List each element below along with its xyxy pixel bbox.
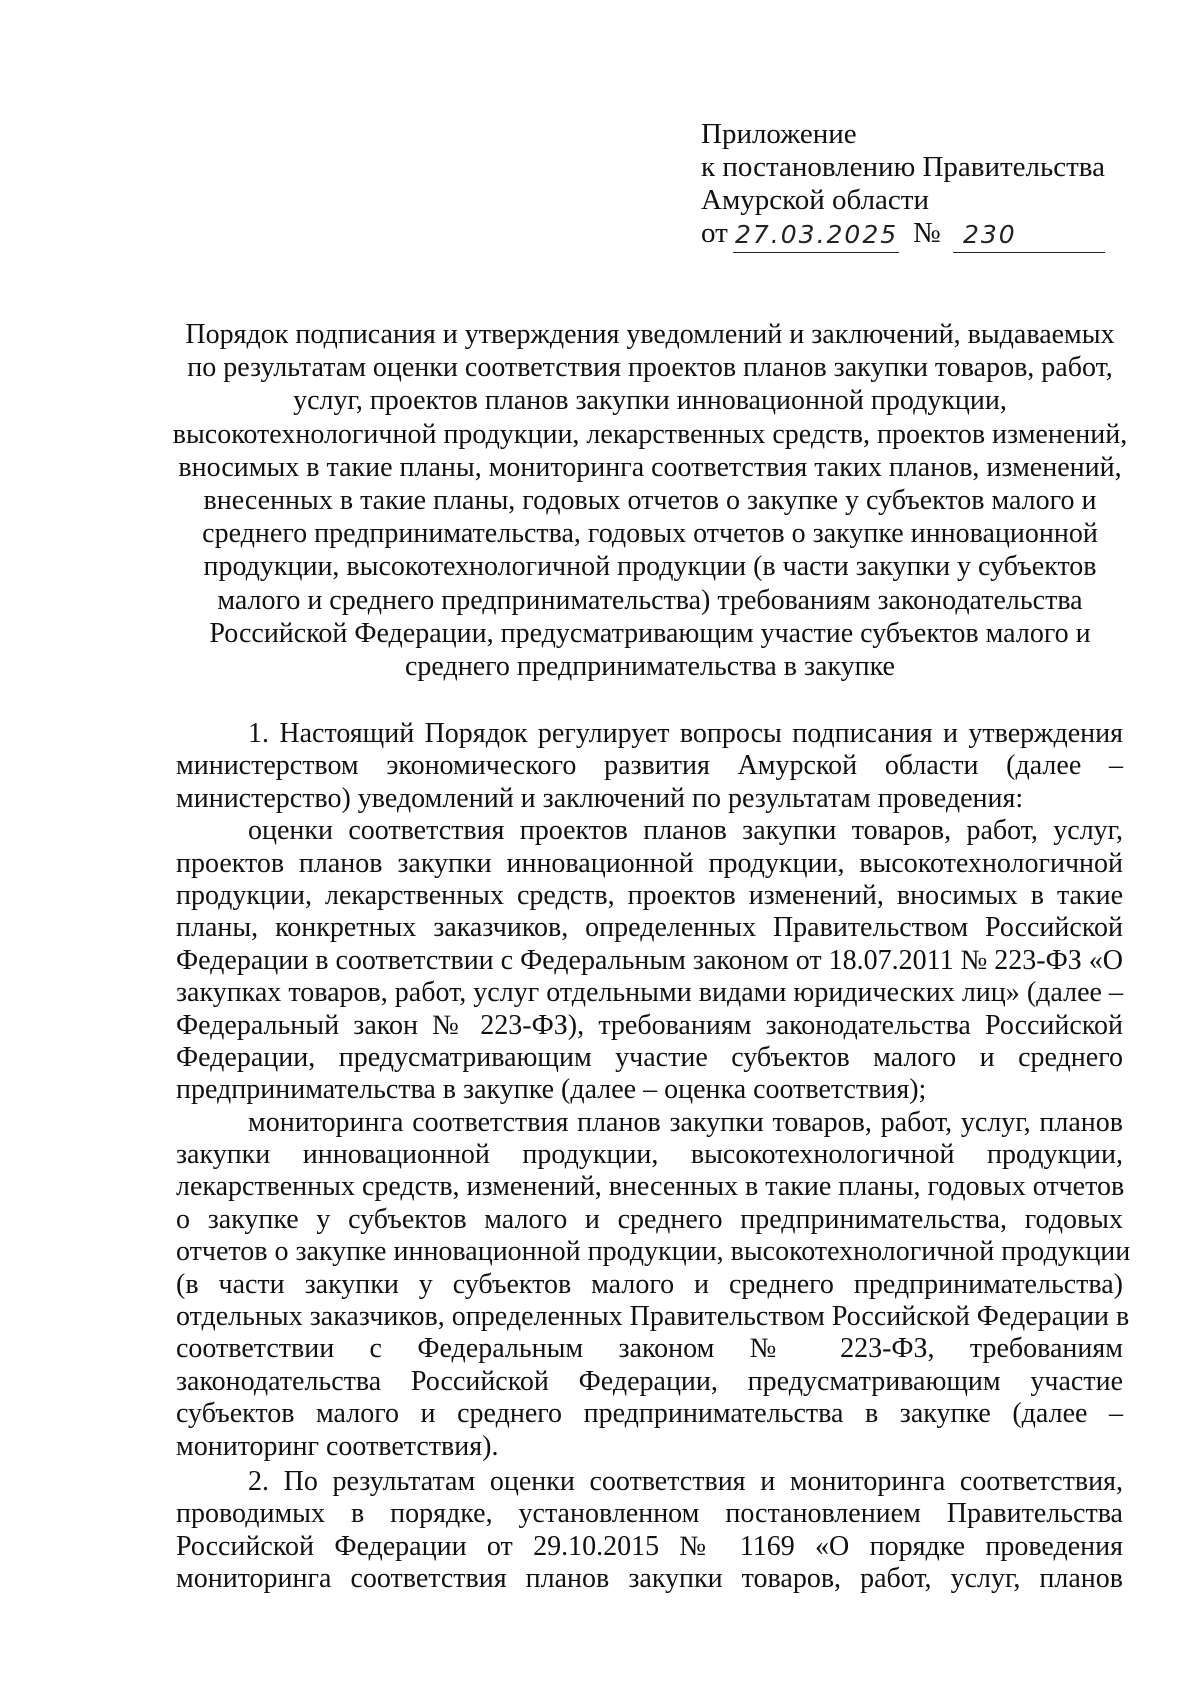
paragraph-2 — [176, 815, 1123, 1107]
date-underline — [733, 252, 899, 253]
handwritten-date: 27.03.2025 — [735, 220, 899, 249]
text-line: о закупке у субъектов малого и среднего предпринимательства, годовых — [176, 1203, 1123, 1235]
number-underline — [953, 252, 1105, 253]
text-line: отчетов о закупке инновационной продукции, высокотехнологичной продукции — [176, 1236, 1131, 1268]
text-line: министерство) уведомлений и заключений по результатам проведения: — [176, 782, 1024, 814]
text-line: закупках товаров, работ, услуг отдельными видами юридических лиц» (далее – — [176, 977, 1123, 1009]
text-line: продукции, лекарственных средств, проектов изменений, вносимых в такие — [176, 879, 1123, 911]
text-line: проектов планов закупки инновационной продукции, высокотехнологичной — [176, 847, 1123, 879]
title-line: среднего предпринимательства в закупке — [405, 651, 895, 683]
title-line: продукции, высокотехнологичной продукции (в части закупки у субъектов — [203, 551, 1097, 583]
paragraph-3 — [176, 1106, 1131, 1463]
paragraph-4 — [176, 1466, 1123, 1596]
text-line: 2. По результатам оценки соответствия и мониторинга соответствия, — [248, 1465, 1123, 1497]
handwritten-number: 230 — [963, 220, 1017, 249]
text-line: Российской Федерации от 29.10.2015 № 1169 «О порядке проведения — [176, 1530, 1123, 1562]
text-line: мониторинга соответствия планов закупки товаров, работ, услуг, планов — [248, 1106, 1123, 1138]
text-line: законодательства Российской Федерации, предусматривающим участие — [176, 1365, 1123, 1397]
document-body — [176, 718, 1131, 1596]
text-line: субъектов малого и среднего предпринимательства в закупке (далее – — [176, 1398, 1123, 1430]
attachment-header — [701, 118, 1121, 253]
text-line: проводимых в порядке, установленном постановлением Правительства — [176, 1498, 1123, 1530]
text-line: Федерации в соответствии с Федеральным законом от 18.07.2011 № 223-ФЗ «О — [176, 944, 1123, 976]
title-line: вносимых в такие планы, мониторинга соответствия таких планов, изменений, — [178, 451, 1122, 483]
number-sign: № — [913, 217, 941, 249]
attachment-region: Амурской области — [701, 184, 929, 216]
paragraph-1 — [176, 718, 1123, 815]
title-line: среднего предпринимательства, годовых отчетов о закупке инновационной — [202, 518, 1098, 550]
text-line: (в части закупки у субъектов малого и среднего предпринимательства) — [176, 1268, 1123, 1300]
text-line: Федерации, предусматривающим участие субъектов малого и среднего — [176, 1041, 1123, 1073]
text-line: министерством экономического развития Амурской области (далее – — [176, 750, 1123, 782]
title-line: высокотехнологичной продукции, лекарственных средств, проектов изменений, — [172, 418, 1128, 450]
attachment-title: Приложение — [701, 118, 857, 150]
text-line: отдельных заказчиков, определенных Правительством Российской Федерации в — [176, 1301, 1130, 1333]
text-line: соответствии с Федеральным законом № 223-ФЗ, требованиям — [176, 1333, 1123, 1365]
text-line: предпринимательства в закупке (далее – оценка соответствия); — [176, 1074, 927, 1106]
text-line: планы, конкретных заказчиков, определенных Правительством Российской — [176, 912, 1123, 944]
text-line: мониторинг соответствия). — [176, 1430, 499, 1462]
title-line: внесенных в такие планы, годовых отчетов о закупке у субъектов малого и — [203, 485, 1097, 517]
from-label: от — [701, 217, 728, 249]
text-line: закупки инновационной продукции, высокотехнологичной продукции, — [176, 1139, 1123, 1171]
text-line: 1. Настоящий Порядок регулирует вопросы подписания и утверждения — [248, 718, 1123, 749]
text-line: лекарственных средств, изменений, внесенных в такие планы, годовых отчетов — [176, 1171, 1125, 1203]
text-line: Федеральный закон № 223-ФЗ), требованиям законодательства Российской — [176, 1009, 1123, 1041]
document-title — [168, 318, 1132, 683]
title-line: услуг, проектов планов закупки инновационной продукции, — [293, 385, 1007, 417]
attachment-date-number-line — [701, 217, 1121, 253]
text-line: мониторинга соответствия планов закупки товаров, работ, услуг, планов — [176, 1563, 1123, 1595]
title-line: Российской Федерации, предусматривающим участие субъектов малого и — [209, 617, 1091, 649]
title-line: Порядок подписания и утверждения уведомлений и заключений, выдаваемых — [185, 319, 1115, 350]
text-line: оценки соответствия проектов планов закупки товаров, работ, услуг, — [248, 815, 1123, 847]
attachment-resolution-ref: к постановлению Правительства — [701, 151, 1105, 183]
title-line: по результатам оценки соответствия проектов планов закупки товаров, работ, — [187, 352, 1113, 384]
title-line: малого и среднего предпринимательства) требованиям законодательства — [217, 584, 1083, 616]
